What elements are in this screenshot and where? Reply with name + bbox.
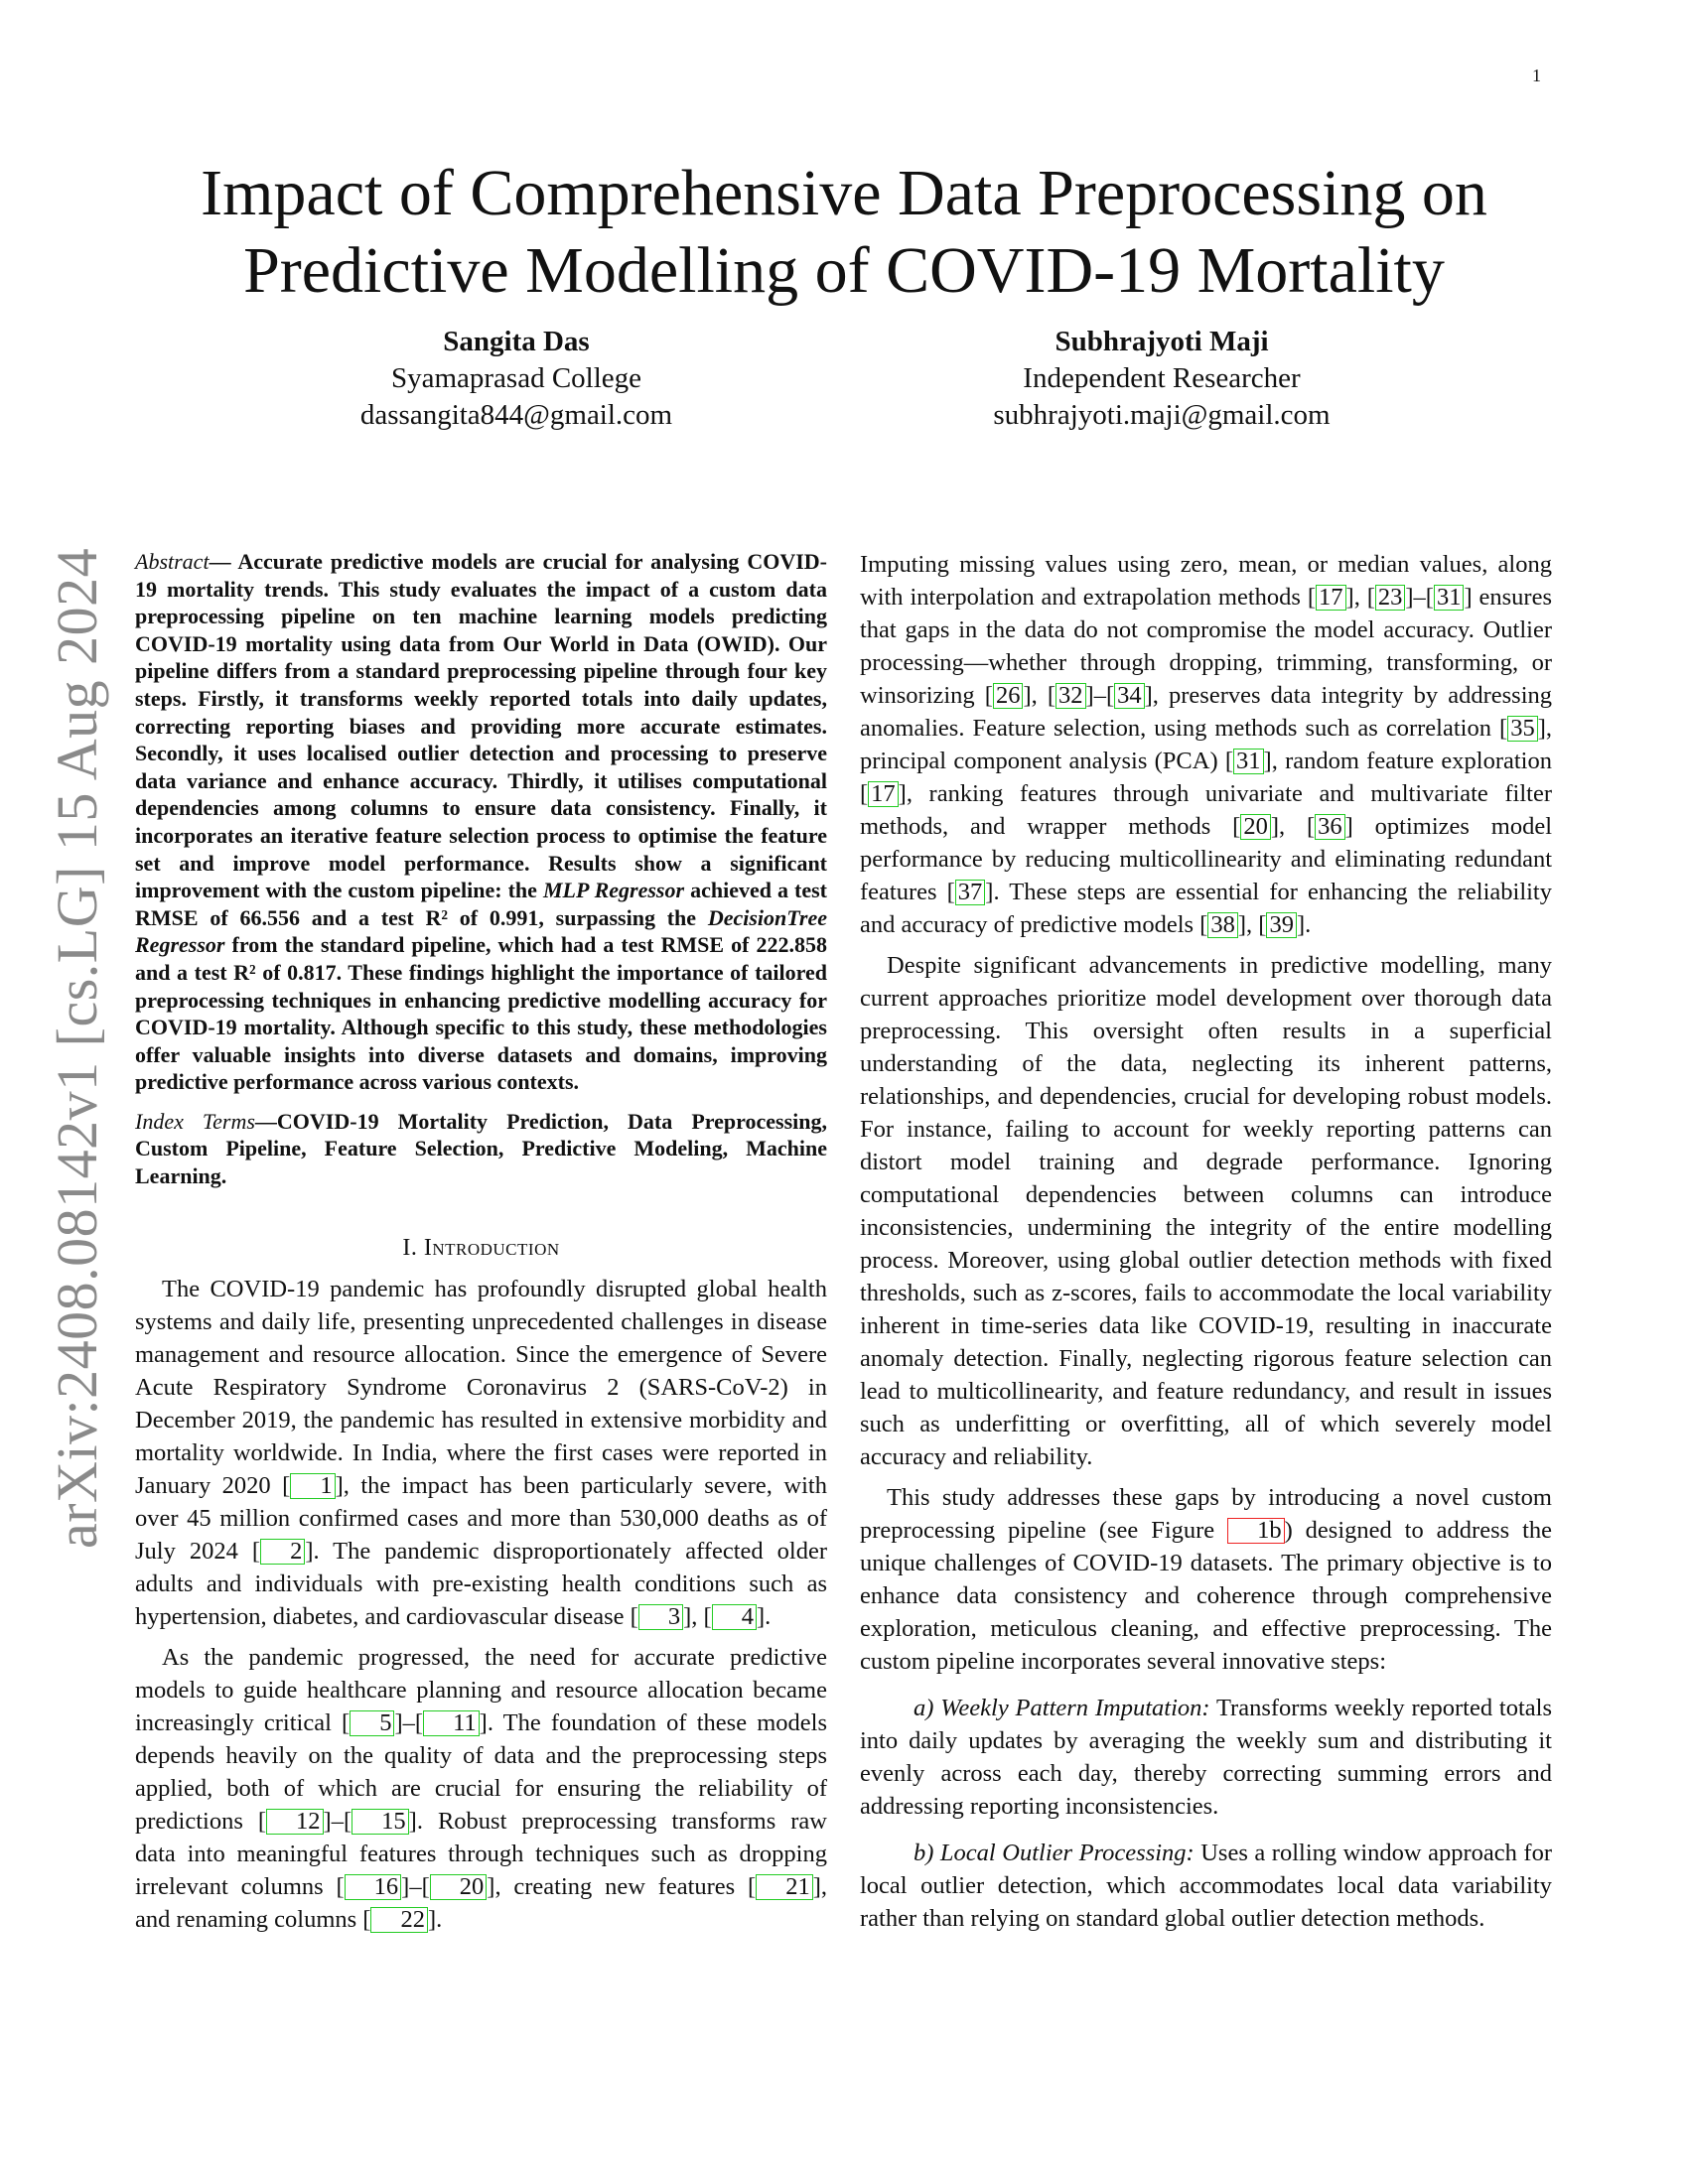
text: – [402,1708,415,1736]
author-email: dassangita844@gmail.com [359,399,673,431]
text: . [1305,911,1312,938]
intro-paragraph-1: The COVID-19 pandemic has profoundly disrupted global health systems and daily life, presenting unprecedented challenges in disease management and resource allocation. Since the emergence of Severe Acute Respiratory Syndrome Coronavirus 2 (SARS-CoV-2) in December 2019, the pandemic has resulted in extensive morbidity and mortality worldwide. In India, where the first cases were reported in January 2020 [ 1 ], the impact has been particularly severe, with over 45 million confirmed cases and more than 530,000 deaths as of July 2024 [ 2 ]. The pandemic disproportionately affected older adults and individuals with pre-existing health conditions such as hypertension, diabetes, and cardiovascular disease [ 3 ], [ 4 ]. [135,1275,827,1630]
figure-link[interactable]: 1b [1227,1518,1285,1544]
citation-link[interactable]: 16 [345,1874,402,1900]
author-name: Sangita Das [443,326,590,357]
citation-link[interactable]: 20 [1240,814,1271,840]
arxiv-identifier: arXiv:2408.08142v1 [cs.LG] 15 Aug 2024 [45,547,109,1549]
title-line-2: Predictive Modelling of COVID-19 Mortality [243,234,1445,307]
text: – [1093,682,1106,709]
pipeline-step-text: Uses a rolling window approach for local outlier detection, which accommodates local data variability rather than relying on standard global outlier detection methods. [860,1840,1552,1932]
citation-link[interactable]: 17 [1316,585,1346,611]
abstract-label: Abstract [135,549,210,574]
citation-link[interactable]: 3 [638,1604,683,1630]
section-numeral: I. [402,1234,424,1261]
title-line-1: Impact of Comprehensive Data Preprocessing on [201,157,1487,229]
index-terms-text: —COVID-19 Mortality Prediction, Data Preprocessing, Custom Pipeline, Feature Selection, Predictive Modeling, Machine Learning. [135,1108,827,1189]
text: This study addresses these gaps by introducing a novel custom preprocessing pipeline (see Figure [860,1484,1552,1544]
author-affiliation: Independent Researcher [1023,362,1301,394]
index-terms-label: Index Terms [135,1108,255,1134]
citation-link[interactable]: 17 [868,781,899,807]
text: optimizes model performance by reducing multicollinearity and eliminating redundant features [860,813,1553,905]
text: . The foundation of these models depends heavily on the quality of data and the preprocessing steps applied, both of which are crucial for ensuring the reliability of predictions [135,1708,827,1835]
text: , random feature exploration [1271,748,1552,774]
citation-link[interactable]: 23 [1375,585,1406,611]
citation-link[interactable]: 36 [1315,814,1345,840]
citation-link[interactable]: 39 [1266,912,1297,938]
text: , creating new features [494,1872,749,1900]
text: . The pandemic disproportionately affected older adults and individuals with pre-existing health conditions such as hypertension, diabetes, and cardiovascular disease [135,1537,827,1630]
citation-link[interactable]: 21 [756,1874,813,1900]
citation-link[interactable]: 38 [1207,912,1238,938]
section-title: Introduction [423,1234,560,1261]
paper-title [129,155,1559,310]
abstract-text: — Accurate predictive models are crucial for analysing COVID-19 mortality trends. This study evaluates the impact of a custom data preprocessing pipeline on ten machine learning models predicting COVID-19 mortality using data from Our World in Data (OWID). Our pipeline differs from a standard preprocessing pipeline through four key steps. Firstly, it transforms weekly reported totals into daily updates, correcting reporting biases and providing more accurate estimates. Secondly, it uses localised outlier detection and processing to preserve data variance and enhance accuracy. Thirdly, it utilises computational dependencies among columns to ensure data consistency. Finally, it incorporates an iterative feature selection process to optimise the feature set and improve model performance. Results show a significant improvement with the custom pipeline: the [135,549,827,903]
text: , [691,1602,704,1630]
page-number: 1 [1532,66,1541,85]
citation-link[interactable]: 31 [1434,585,1465,611]
text: , the impact has been particularly severe, with over 45 million confirmed cases and more than 530,000 deaths as of July 2024 [135,1471,827,1565]
citation-link[interactable]: 15 [352,1809,409,1835]
index-terms [135,1108,827,1190]
text: , [1246,911,1259,938]
citation-link[interactable]: 35 [1507,716,1538,742]
text: As the pandemic progressed, the need for accurate predictive models to guide healthcare planning and resource allocation became increasingly critical [135,1643,827,1736]
text: , principal component analysis (PCA) [860,715,1552,774]
author-affiliation: Syamaprasad College [390,362,642,394]
abstract-model-mlp: MLP Regressor [542,878,685,903]
text: Imputing missing values using zero, mean, or median values, along with interpolation and extrapolation methods [860,551,1552,611]
text: , [1279,813,1307,840]
citation-link[interactable]: 2 [260,1539,305,1565]
author-name: Subhrajyoti Maji [1055,326,1269,357]
citation-link[interactable]: 26 [993,683,1024,709]
intro-paragraph-5 [860,1481,1552,1678]
text: , [1353,584,1367,611]
citation-link[interactable]: 4 [712,1604,757,1630]
text: – [409,1872,422,1900]
left-column [135,548,827,1944]
citation-link[interactable]: 31 [1233,749,1264,774]
text: – [331,1807,344,1835]
abstract-model-decisiontree: DecisionTree Regressor [135,904,827,958]
section-heading-introduction [135,1232,827,1265]
right-column [860,548,1552,1935]
citation-link[interactable]: 37 [955,880,986,905]
text: , ranking features through univariate and multivariate filter methods, and wrapper methods [860,780,1552,840]
pipeline-step-text: Transforms weekly reported totals into daily updates by averaging the weekly sum and distributing it evenly across each day, thereby correcting summing errors and addressing reporting inconsistencies. [860,1695,1552,1820]
citation-link[interactable]: 12 [266,1809,324,1835]
pipeline-step-b [860,1837,1552,1935]
abstract-text: from the standard pipeline, which had a test RMSE of 222.858 and a test R² of 0.817. These findings highlight the importance of tailored preprocessing techniques in enhancing predictive modelling accuracy for COVID-19 mortality. Although specific to this study, these methodologies offer valuable insights into diverse datasets and domains, improving predictive performance across various contexts. [135,932,827,1095]
citation-link[interactable]: 5 [350,1710,394,1736]
citation-link[interactable]: 22 [370,1907,428,1933]
text: . These steps are essential for enhancing the reliability and accuracy of predictive models [860,879,1552,938]
text: ensures that gaps in the data do not compromise the model accuracy. Outlier processing—whether through dropping, trimming, transforming, or winsorizing [860,584,1553,709]
pipeline-step-title: b) Local Outlier Processing: [914,1840,1195,1866]
citation-link[interactable]: 34 [1114,683,1145,709]
author-block-2 [884,324,1440,434]
pipeline-step-a [860,1692,1552,1823]
abstract [135,548,827,1096]
author-email: subhrajyoti.maji@gmail.com [993,399,1331,431]
text: ) designed to address the unique challenges of COVID-19 datasets. The primary objective is to enhance data consistency and coherence through comprehensive exploration, meticulous cleaning, and effective preprocessing. The custom pipeline incorporates several innovative steps: [860,1517,1552,1675]
text: , [1031,682,1048,709]
citation-link[interactable]: 1 [290,1473,335,1499]
citation-link[interactable]: 20 [430,1874,488,1900]
author-block-1 [238,324,794,434]
abstract-text: achieved a test RMSE of 66.556 and a test R² of 0.991, surpassing the [135,878,827,930]
text: The COVID-19 pandemic has profoundly disrupted global health systems and daily life, presenting unprecedented challenges in disease management and resource allocation. Since the emergence of Severe Acute Respiratory Syndrome Coronavirus 2 (SARS-CoV-2) in December 2019, the pandemic has resulted in extensive morbidity and mortality worldwide. In India, where the first cases were reported in January 2020 [135,1275,827,1499]
intro-paragraph-4: Despite significant advancements in predictive modelling, many current approaches prioritize model development over thorough data preprocessing. This oversight often results in a superficial understanding of the data, neglecting its inherent patterns, relationships, and dependencies, crucial for developing robust models. For instance, failing to account for weekly reporting patterns can distort model training and degrade performance. Ignoring computational dependencies between columns can introduce inconsistencies, undermining the integrity of the entire modelling process. Moreover, using global outlier detection methods with fixed thresholds, such as z-scores, fails to accommodate the local variability inherent in time-series data like COVID-19, resulting in inaccurate anomaly detection. Finally, neglecting rigorous feature selection can lead to multicollinearity, and feature redundancy, and result in issues such as underfitting or overfitting, all of which severely model accuracy and reliability. [860,952,1552,1470]
citation-link[interactable]: 11 [423,1710,480,1736]
text: , preserves data integrity by addressing anomalies. Feature selection, using methods such as correlation [860,682,1553,742]
text: . [765,1602,772,1630]
pipeline-step-title: a) Weekly Pattern Imputation: [914,1695,1210,1721]
citation-link[interactable]: 32 [1055,683,1086,709]
text: , and renaming columns [135,1872,827,1933]
intro-paragraph-2: As the pandemic progressed, the need for accurate predictive models to guide healthcare planning and resource allocation became increasingly critical [ 5 ]–[ 11 ]. The foundation of these models depends heavily on the quality of data and the preprocessing steps applied, both of which are crucial for ensuring the reliability of predictions [ 12 ]–[ 15 ]. Robust preprocessing transforms raw data into meaningful features through techniques such as dropping irrelevant columns [ 16 ]–[ 20 ], creating new features [ 21 ], and renaming columns [ 22 ]. [135,1643,827,1933]
text: – [1413,584,1426,611]
text: . Robust preprocessing transforms raw data into meaningful features through techniques such as dropping irrelevant columns [135,1807,827,1900]
intro-paragraph-3: Imputing missing values using zero, mean, or median values, along with interpolation and extrapolation methods [ 17 ], [ 23 ]–[ 31 ] ensures that gaps in the data do not compromise the model accuracy. Outlier processing—whether through dropping, trimming, transforming, or winsorizing [ 26 ], [ 32 ]–[ 34 ], preserves data integrity by addressing anomalies. Feature selection, using methods such as correlation [ 35 ], principal component analysis (PCA) [ 31 ], random feature exploration [ 17 ], ranking features through univariate and multivariate filter methods, and wrapper methods [ 20 ], [ 36 ] optimizes model performance by reducing multicollinearity and eliminating redundant features [ 37 ]. These steps are essential for enhancing the reliability and accuracy of predictive models [ 38 ], [ 39 ]. [860,551,1553,938]
text: . [436,1905,443,1933]
